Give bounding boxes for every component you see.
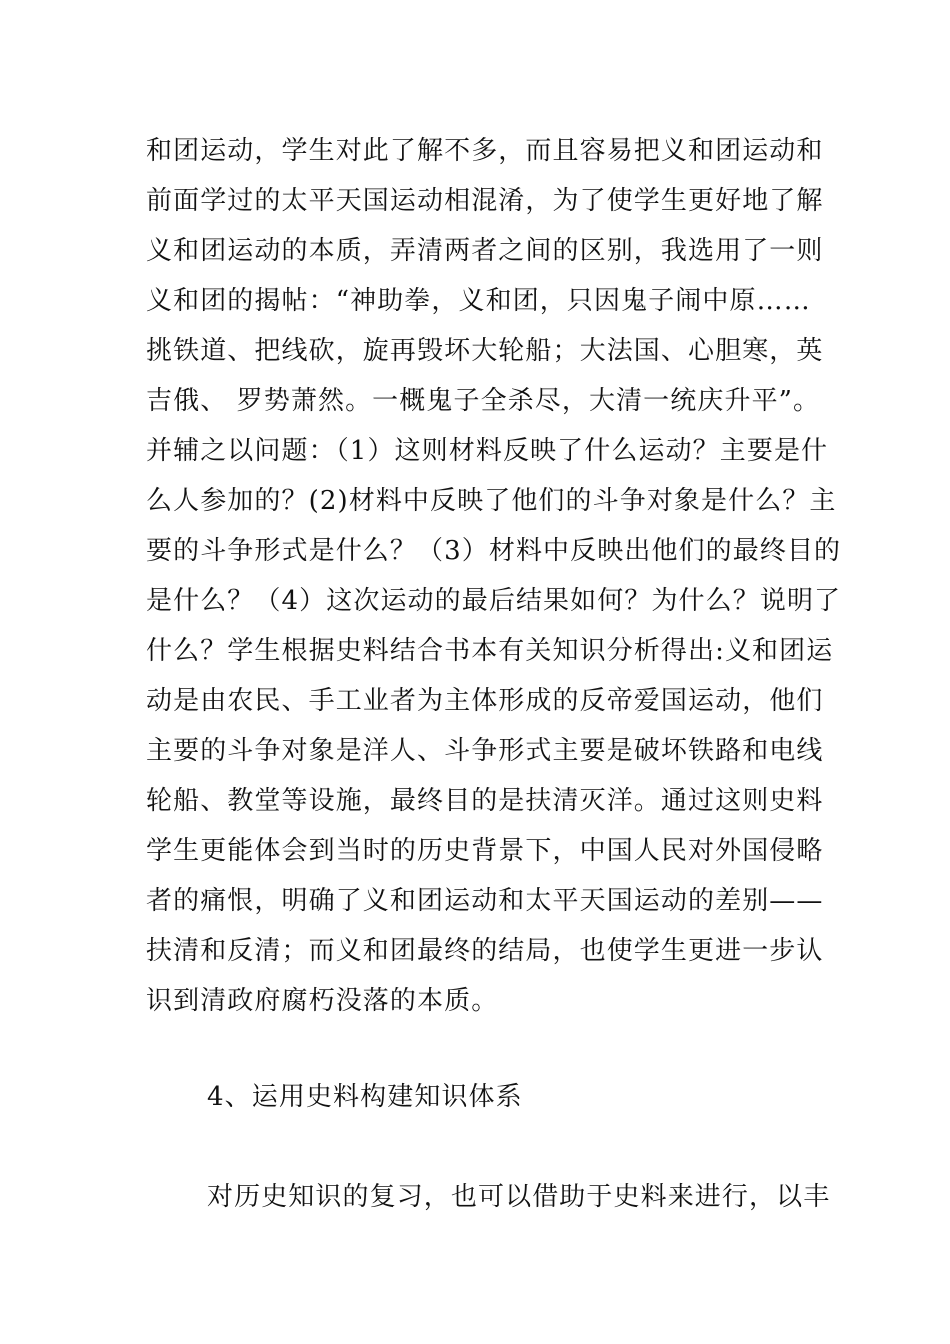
paragraph-line: 义和团的揭帖：“神助拳，义和团，只因鬼子闹中原…… [146, 286, 811, 316]
paragraph-line: 吉俄、 罗势萧然。一概鬼子全杀尽，大清一统庆升平”。 [146, 386, 821, 416]
paragraph-line: 么人参加的？(2)材料中反映了他们的斗争对象是什么？主 [146, 486, 837, 516]
paragraph-line: 要的斗争形式是什么？（3）材料中反映出他们的最终目的 [146, 536, 842, 566]
paragraph-line: 对历史知识的复习，也可以借助于史料来进行，以丰 [207, 1182, 831, 1212]
paragraph-line: 扶清和反清；而义和团最终的结局，也使学生更进一步认 [146, 936, 824, 966]
paragraph-line: 学生更能体会到当时的历史背景下，中国人民对外国侵略 [146, 836, 824, 866]
paragraph-line: 什么？学生根据史料结合书本有关知识分析得出:义和团运 [146, 636, 834, 666]
paragraph-line: 前面学过的太平天国运动相混淆，为了使学生更好地了解 [146, 186, 824, 216]
paragraph-line: 轮船、教堂等设施，最终目的是扶清灭洋。通过这则史料 [146, 786, 824, 816]
paragraph-line: 主要的斗争对象是洋人、斗争形式主要是破坏铁路和电线 [146, 736, 824, 766]
paragraph-line: 是什么？（4）这次运动的最后结果如何？为什么？说明了 [146, 586, 842, 616]
paragraph-line: 者的痛恨，明确了义和团运动和太平天国运动的差别—— [146, 886, 824, 916]
paragraph-line: 和团运动，学生对此了解不多，而且容易把义和团运动和 [146, 136, 824, 166]
paragraph-line: 并辅之以问题：（1）这则材料反映了什么运动？主要是什 [146, 436, 829, 466]
paragraph-line: 义和团运动的本质，弄清两者之间的区别，我选用了一则 [146, 236, 824, 266]
paragraph-line: 动是由农民、手工业者为主体形成的反帝爱国运动，他们 [146, 686, 824, 716]
paragraph-line: 识到清政府腐朽没落的本质。 [146, 986, 499, 1016]
section-heading: 4、运用史料构建知识体系 [207, 1082, 523, 1112]
paragraph-line: 挑铁道、把线砍，旋再毁坏大轮船；大法国、心胆寒，英 [146, 336, 824, 366]
